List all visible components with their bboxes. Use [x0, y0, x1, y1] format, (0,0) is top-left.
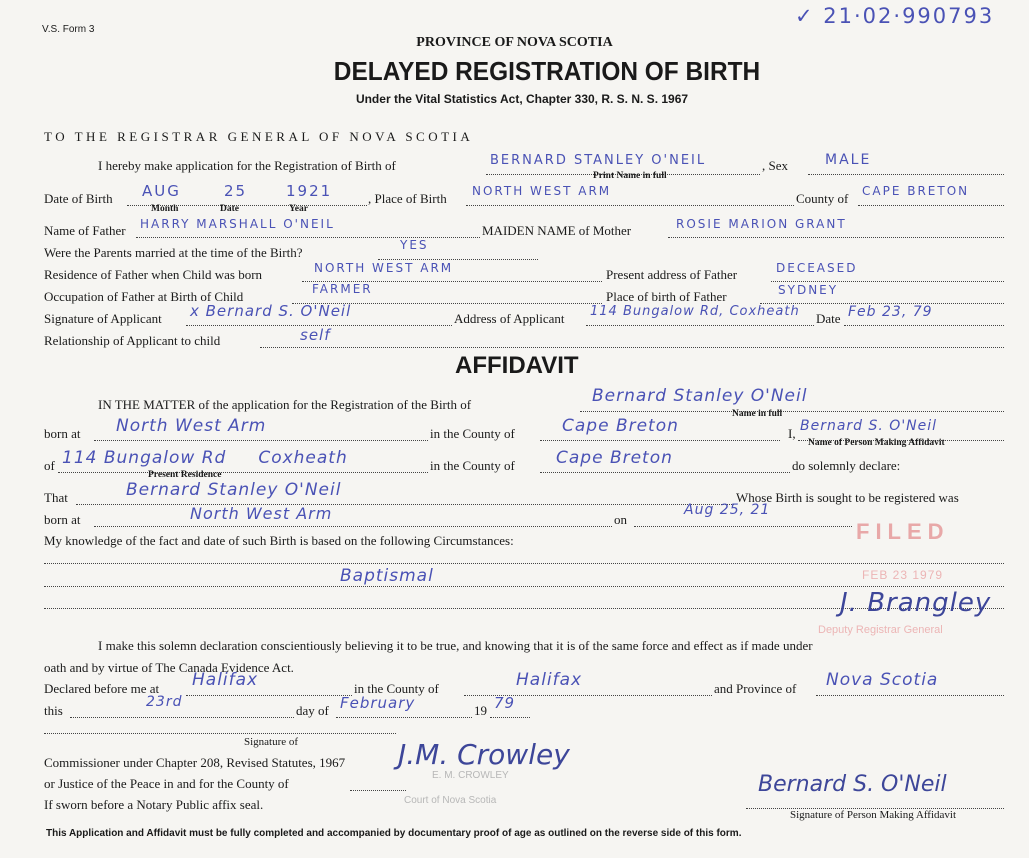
- father-name-field[interactable]: HARRY MARSHALL O'NEIL: [140, 217, 335, 231]
- present-address-field[interactable]: DECEASED: [776, 261, 858, 275]
- declare-label: do solemnly declare:: [792, 458, 901, 473]
- relationship-field[interactable]: self: [300, 326, 331, 344]
- of-label: of: [44, 458, 55, 473]
- this-label: this: [44, 703, 63, 718]
- born-at-label: born at: [44, 426, 81, 441]
- affidavit-born-at-field[interactable]: North West Arm: [116, 416, 267, 436]
- province-heading: PROVINCE OF NOVA SCOTIA: [416, 35, 613, 50]
- page-title: DELAYED REGISTRATION OF BIRTH: [333, 56, 761, 86]
- occupation-label: Occupation of Father at Birth of Child: [44, 289, 244, 304]
- whose-label: Whose Birth is sought to be registered was: [736, 490, 959, 505]
- justice-label: or Justice of the Peace in and for the County of: [44, 776, 289, 791]
- commissioner-label: Commissioner under Chapter 208, Revised Statutes, 1967: [44, 755, 346, 770]
- deponent-signature: Bernard S. O'Neil: [758, 772, 947, 797]
- affidavit-county-label: in the County of: [430, 426, 515, 441]
- mother-name-field[interactable]: ROSIE MARION GRANT: [676, 217, 847, 231]
- born-at2-label: born at: [44, 512, 81, 527]
- dob-year-field[interactable]: 1921: [286, 182, 333, 200]
- affiant-name-field[interactable]: Bernard S. O'Neil: [800, 418, 938, 434]
- residence-field[interactable]: NORTH WEST ARM: [314, 261, 454, 275]
- declared-county-field[interactable]: Halifax: [516, 670, 583, 690]
- signature-of-caption: Signature of: [244, 736, 299, 748]
- dob-month-field[interactable]: AUG: [142, 182, 181, 200]
- county3-label: in the County of: [354, 681, 439, 696]
- father-birthplace-field[interactable]: SYDNEY: [778, 283, 839, 297]
- i-label: I,: [788, 426, 796, 441]
- deputy-registrar-title: Deputy Registrar General: [818, 624, 943, 636]
- affidavit-on-date-field[interactable]: Aug 25, 21: [684, 502, 771, 518]
- province-label: and Province of: [714, 681, 797, 696]
- county-field[interactable]: CAPE BRETON: [862, 184, 970, 198]
- residence-label: Residence of Father when Child was born: [44, 267, 263, 282]
- county-label: County of: [796, 191, 849, 206]
- declared-label: Declared before me at: [44, 681, 160, 696]
- commissioner-stamp-court: Court of Nova Scotia: [404, 795, 497, 806]
- affidavit-child-name-field[interactable]: Bernard Stanley O'Neil: [592, 386, 808, 406]
- father-birthplace-label: Place of birth of Father: [606, 289, 727, 304]
- handwritten-reference-number: ✓ 21·02·990793: [795, 4, 995, 28]
- year-caption: Year: [289, 204, 308, 214]
- place-of-birth-field[interactable]: NORTH WEST ARM: [472, 184, 612, 198]
- affidavit-county2-field[interactable]: Cape Breton: [556, 448, 673, 468]
- affidavit-born-at2-field[interactable]: North West Arm: [190, 504, 333, 523]
- commissioner-signature: J.M. Crowley: [398, 738, 570, 771]
- declared-day-field[interactable]: 23rd: [146, 694, 183, 710]
- solemn-line-2: oath and by virtue of The Canada Evidence Act.: [44, 660, 294, 675]
- signature-applicant-label: Signature of Applicant: [44, 311, 162, 326]
- child-name-field[interactable]: BERNARD STANLEY O'NEIL: [490, 153, 707, 168]
- sex-field[interactable]: MALE: [825, 152, 872, 168]
- place-label: , Place of Birth: [368, 191, 447, 206]
- residence-caption: Present Residence: [148, 470, 222, 480]
- address-applicant-label: Address of Applicant: [454, 311, 565, 326]
- applicant-signature: x Bernard S. O'Neil: [190, 302, 352, 320]
- present-address-label: Present address of Father: [606, 267, 738, 282]
- occupation-field[interactable]: FARMER: [312, 282, 373, 296]
- filed-stamp-date: FEB 23 1979: [862, 568, 944, 582]
- mother-label: MAIDEN NAME of Mother: [482, 223, 632, 238]
- sex-label: , Sex: [762, 158, 788, 173]
- affiant-residence-field[interactable]: 114 Bungalow Rd Coxheath: [62, 448, 348, 468]
- relationship-label: Relationship of Applicant to child: [44, 333, 221, 348]
- married-label: Were the Parents married at the time of the Birth?: [44, 245, 303, 260]
- on-label: on: [614, 512, 627, 527]
- day-of-label: day of: [296, 703, 329, 718]
- notary-label: If sworn before a Notary Public affix seal.: [44, 797, 264, 812]
- affidavit-county2-label: in the County of: [430, 458, 515, 473]
- solemn-line-1: I make this solemn declaration conscientiously believing it to be true, and knowing that it is of the same force and effect as if made under: [98, 638, 813, 653]
- print-name-caption: Print Name in full: [593, 171, 667, 181]
- declared-at-field[interactable]: Halifax: [192, 670, 259, 690]
- month-caption: Month: [151, 204, 179, 214]
- application-date-field[interactable]: Feb 23, 79: [848, 304, 933, 320]
- dob-label: Date of Birth: [44, 191, 113, 206]
- declared-month-field[interactable]: February: [340, 694, 416, 712]
- affidavit-that-name-field[interactable]: Bernard Stanley O'Neil: [126, 480, 342, 500]
- filed-stamp: FILED: [856, 519, 950, 544]
- commissioner-stamp-name: E. M. CROWLEY: [432, 770, 509, 781]
- matter-label: IN THE MATTER of the application for the Registration of the Birth of: [98, 397, 472, 412]
- married-field[interactable]: YES: [400, 238, 429, 252]
- dob-date-field[interactable]: 25: [224, 182, 248, 200]
- declared-year-field[interactable]: 79: [494, 694, 516, 712]
- form-id: V.S. Form 3: [42, 24, 95, 35]
- that-label: That: [44, 490, 68, 505]
- page-subtitle: Under the Vital Statistics Act, Chapter 330, R. S. N. S. 1967: [355, 92, 689, 106]
- name-full-caption: Name in full: [732, 409, 783, 419]
- person-caption: Name of Person Making Affidavit: [808, 438, 945, 448]
- declared-province-field[interactable]: Nova Scotia: [826, 670, 939, 690]
- affidavit-heading: AFFIDAVIT: [455, 352, 579, 379]
- applicant-address-field[interactable]: 114 Bungalow Rd, Coxheath: [590, 304, 800, 319]
- deponent-caption: Signature of Person Making Affidavit: [790, 809, 956, 821]
- year-prefix: 19: [474, 703, 487, 718]
- knowledge-label: My knowledge of the fact and date of such Birth is based on the following Circumstances:: [44, 533, 514, 548]
- affidavit-county-field[interactable]: Cape Breton: [562, 416, 679, 436]
- apply-label: I hereby make application for the Registration of Birth of: [98, 158, 396, 173]
- registrar-line: TO THE REGISTRAR GENERAL OF NOVA SCOTIA: [44, 129, 474, 144]
- footer-instructions: This Application and Affidavit must be fully completed and accompanied by documentary proof of age as outlined on the reverse side of this form.: [46, 828, 742, 839]
- date-label: Date: [816, 311, 841, 326]
- date-caption: Date: [220, 204, 239, 214]
- deputy-registrar-signature: J. Brangley: [840, 588, 992, 618]
- father-label: Name of Father: [44, 223, 126, 238]
- circumstance-field[interactable]: Baptismal: [340, 566, 434, 586]
